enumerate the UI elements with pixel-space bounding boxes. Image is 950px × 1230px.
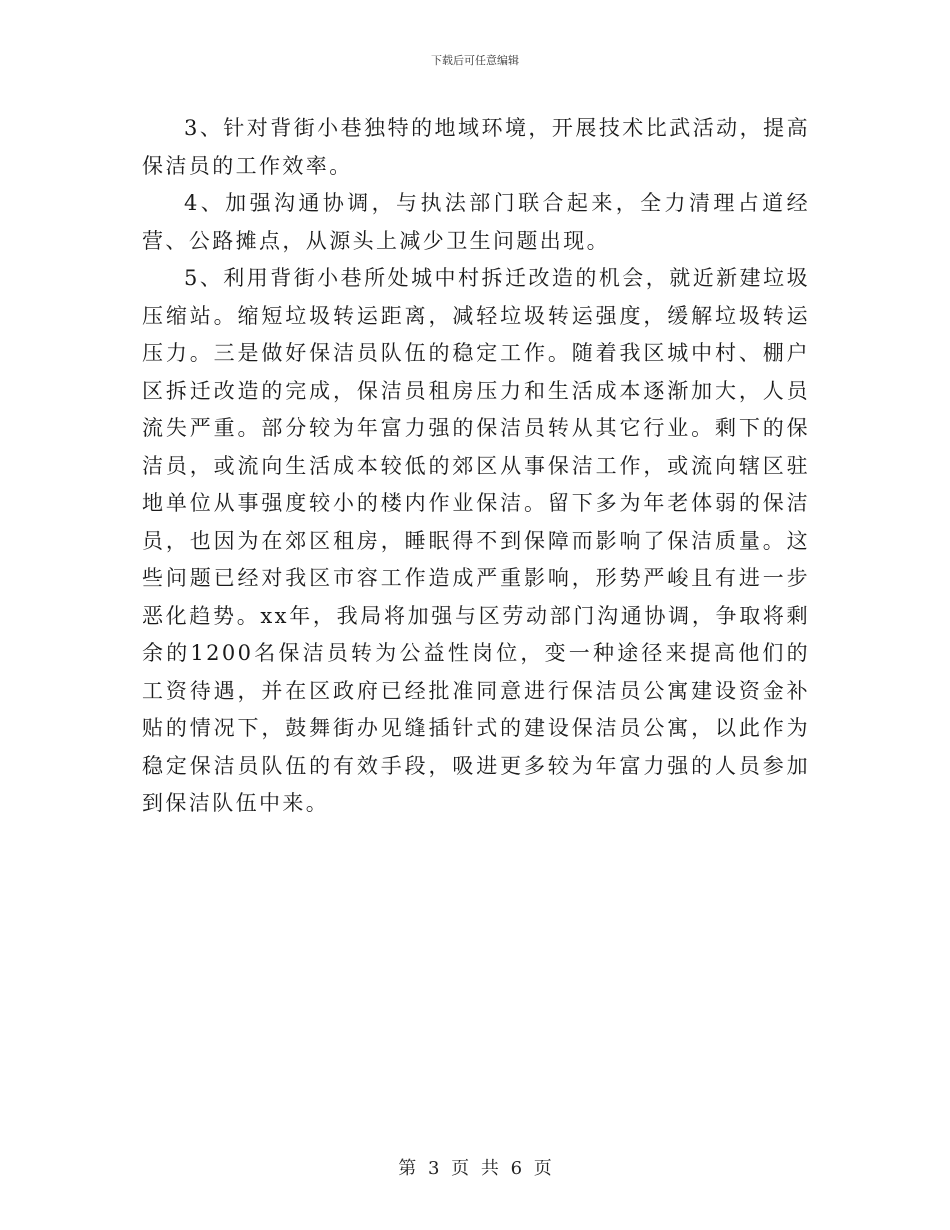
paragraph-item-3: 3、针对背街小巷独特的地域环境，开展技术比武活动，提高保洁员的工作效率。 [142, 116, 810, 178]
page-number-footer: 第 3 页 共 6 页 [398, 1158, 552, 1179]
paragraph-item-4: 4、加强沟通协调，与执法部门联合起来，全力清理占道经营、公路摊点，从源头上减少卫生问题出现。 [142, 191, 810, 253]
document-body [142, 110, 810, 823]
page-header-note: 下载后可任意编辑 [431, 54, 519, 67]
paragraph-item-5: 5、利用背街小巷所处城中村拆迁改造的机会，就近新建垃圾压缩站。缩短垃圾转运距离，减轻垃圾转运强度，缓解垃圾转运压力。三是做好保洁员队伍的稳定工作。随着我区城中村、棚户区拆迁改造的完成，保洁员租房压力和生活成本逐渐加大，人员流失严重。部分较为年富力强的保洁员转从其它行业。剩下的保洁员，或流向生活成本较低的郊区从事保洁工作，或流向辖区驻地单位从事强度较小的楼内作业保洁。留下多为年老体弱的保洁员，也因为在郊区租房，睡眠得不到保障而影响了保洁质量。这些问题已经对我区市容工作造成严重影响，形势严峻且有进一步恶化趋势。xx年，我局将加强与区劳动部门沟通协调，争取将剩余的1200名保洁员转为公益性岗位，变一种途径来提高他们的工资待遇，并在区政府已经批准同意进行保洁员公寓建设资金补贴的情况下，鼓舞街办见缝插针式的建设保洁员公寓，以此作为稳定保洁员队伍的有效手段，吸进更多较为年富力强的人员参加到保洁队伍中来。 [142, 266, 810, 815]
